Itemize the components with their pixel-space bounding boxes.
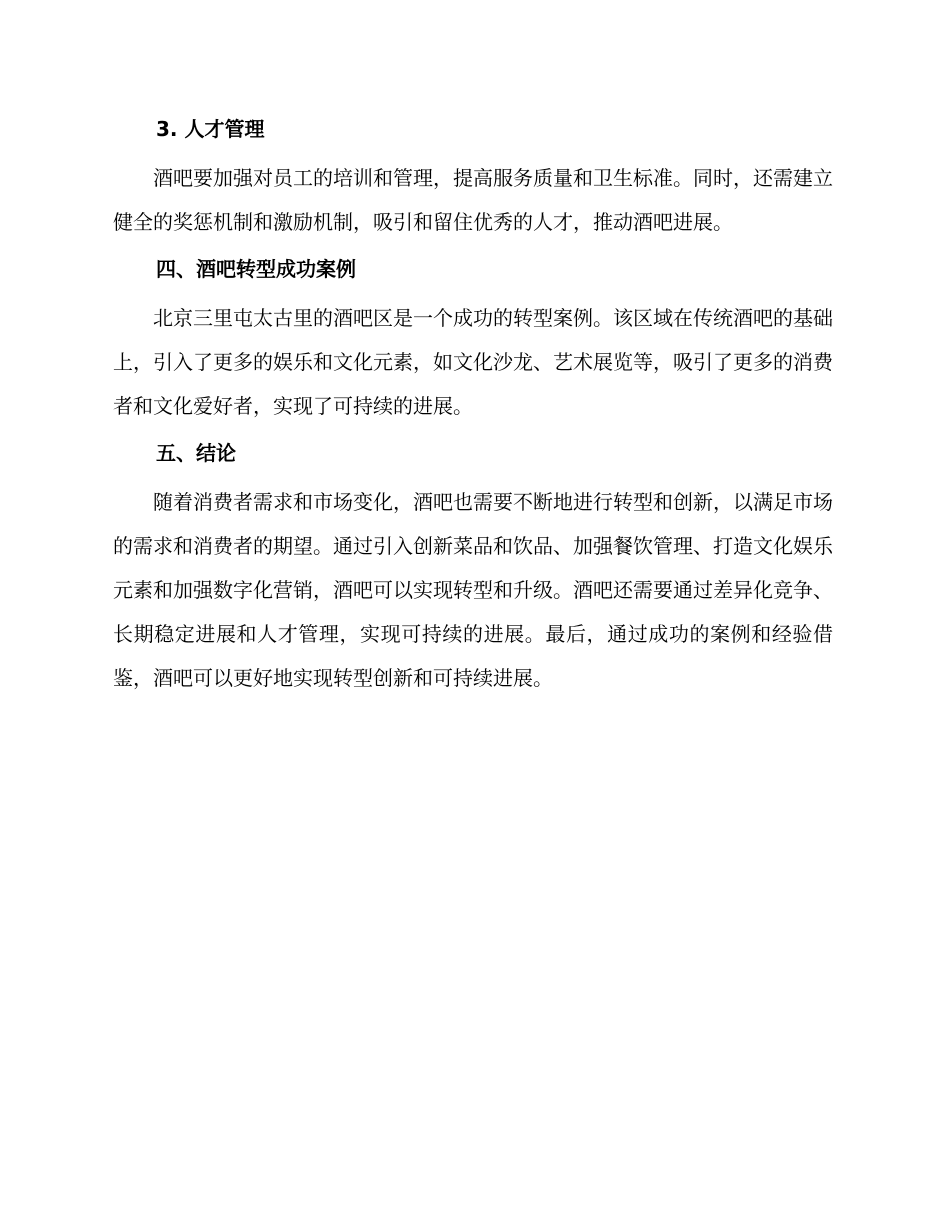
section-paragraph-conclusion: 随着消费者需求和市场变化，酒吧也需要不断地进行转型和创新，以满足市场的需求和消费者的期望。通过引入创新菜品和饮品、加强餐饮管理、打造文化娱乐元素和加强数字化营销，酒吧可以实现转型和升级。酒吧还需要通过差异化竞争、长期稳定进展和人才管理，实现可持续的进展。最后，通过成功的案例和经验借鉴，酒吧可以更好地实现转型创新和可持续进展。 bbox=[113, 490, 833, 690]
section-paragraph-talent-management: 酒吧要加强对员工的培训和管理，提高服务质量和卫生标准。同时，还需建立健全的奖惩机制和激励机制，吸引和留住优秀的人才，推动酒吧进展。 bbox=[113, 166, 833, 234]
section-heading-success-case: 四、酒吧转型成功案例 bbox=[156, 257, 356, 281]
section-heading-conclusion: 五、结论 bbox=[156, 441, 236, 465]
document-body bbox=[113, 112, 833, 708]
section-heading-talent-management: 3. 人才管理 bbox=[156, 117, 265, 141]
section-paragraph-success-case: 北京三里屯太古里的酒吧区是一个成功的转型案例。该区域在传统酒吧的基础上，引入了更多的娱乐和文化元素，如文化沙龙、艺术展览等，吸引了更多的消费者和文化爱好者，实现了可持续的进展。 bbox=[113, 306, 833, 418]
